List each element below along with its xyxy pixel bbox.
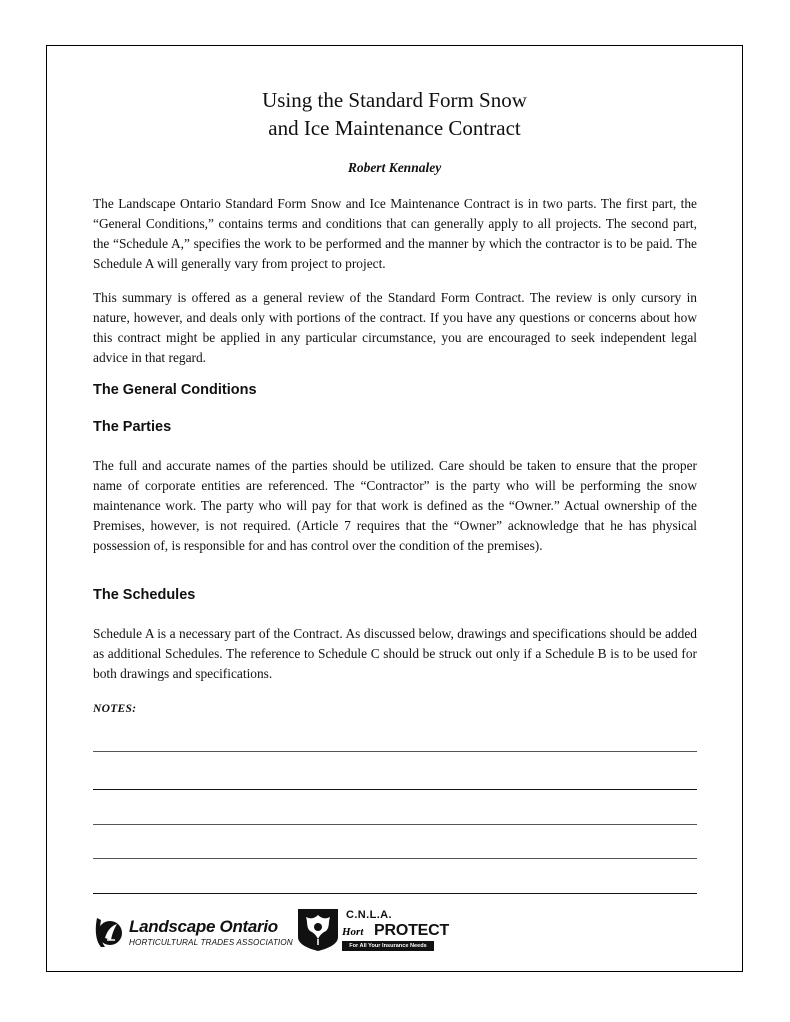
heading-parties: The Parties: [93, 419, 172, 435]
notes-line: [93, 751, 697, 752]
title-line-1: Using the Standard Form Snow: [262, 88, 527, 112]
parties-paragraph: The full and accurate names of the parties should be utilized. Care should be taken to ensure that the proper name of corporate entities are referenced. The “Contractor” is the party who will be performing the snow maintenance work. The party who will pay for that work is defined as the “Owner.” Actual ownership of the Premises, however, is not required. (Article 7 requires that the “Owner” acknowledge that he has physical possession of, is responsible for and has control over the condition of the premises).: [93, 458, 697, 553]
author-name: Robert Kennaley: [347, 160, 442, 175]
notes-label: NOTES:: [93, 703, 137, 715]
notes-line: [93, 858, 697, 859]
document-title: [46, 86, 743, 142]
heading-schedules: The Schedules: [93, 587, 196, 603]
landscape-ontario-subtitle: HORTICULTURAL TRADES ASSOCIATION: [129, 938, 293, 947]
cnla-tagline: For All Your Insurance Needs: [342, 941, 434, 951]
cnla-leaf-logo-icon: [296, 907, 340, 951]
notes-line: [93, 789, 697, 790]
cnla-protect-text: PROTECT: [374, 922, 450, 939]
heading-general-conditions: The General Conditions: [93, 382, 257, 398]
cnla-acronym: C.N.L.A.: [346, 909, 392, 921]
schedules-paragraph: Schedule A is a necessary part of the Contract. As discussed below, drawings and specifications should be added as additional Schedules. The reference to Schedule C should be struck out only if a Schedule B is to be used for both drawings and specifications.: [93, 626, 697, 681]
intro-paragraph-1: The Landscape Ontario Standard Form Snow and Ice Maintenance Contract is in two parts. The first part, the “General Conditions,” contains terms and conditions that can generally apply to all projects. The second part, the “Schedule A,” specifies the work to be performed and the manner by which the contractor is to be paid. The Schedule A will generally vary from project to project.: [93, 196, 697, 271]
cnla-hort-text: Hort: [342, 926, 364, 938]
intro-paragraph-2: This summary is offered as a general review of the Standard Form Contract. The review is only cursory in nature, however, and deals only with portions of the contract. If you have any questions or concerns about how this contract might be applied in any particular circumstance, you are encouraged to seek independent legal advice in that regard.: [93, 290, 697, 365]
cnla-hort-protect-logo: [296, 907, 450, 953]
notes-line: [93, 893, 697, 894]
landscape-ontario-name: Landscape Ontario: [129, 917, 278, 936]
landscape-ontario-logo: [93, 914, 293, 954]
title-line-2: and Ice Maintenance Contract: [268, 116, 521, 140]
landscape-ontario-logo-icon: [93, 914, 125, 950]
notes-line: [93, 824, 697, 825]
